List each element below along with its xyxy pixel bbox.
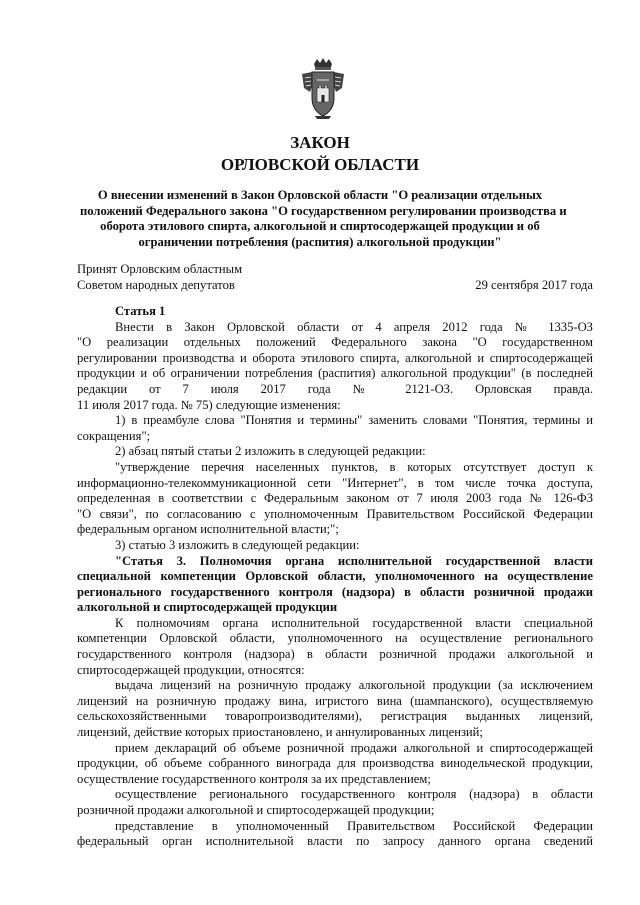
body-line: К полномочиям органа исполнительной государственной власти специальной bbox=[115, 615, 593, 630]
body-line: федеральный орган исполнительной власти по запросу данного органа сведений bbox=[77, 834, 593, 849]
body-line: "утверждение перечня населенных пунктов, в которых отсутствует доступ к bbox=[115, 459, 593, 474]
body-line: продукции, об объеме собранного винограда для производства винодельческой продукции, bbox=[77, 756, 593, 771]
law-subject bbox=[80, 188, 567, 250]
body-line: прием деклараций об объеме розничной продажи алкогольной и спиртосодержащей bbox=[115, 740, 593, 755]
article-3-heading: алкогольной и спиртосодержащей продукции bbox=[77, 600, 338, 615]
law-body bbox=[77, 304, 593, 850]
body-line: розничной продажи алкогольной и спиртосодержащей продукции; bbox=[77, 803, 435, 817]
subject-line: оборота этилового спирта, алкогольной и спиртосодержащей продукции и об bbox=[100, 219, 540, 234]
body-line: осуществление государственного контроля за их представлением; bbox=[77, 771, 431, 786]
adopted-by-line2: Советом народных депутатов bbox=[77, 277, 235, 292]
adopted-by-line1: Принят Орловским областным bbox=[77, 262, 243, 276]
body-line: осуществление регионального государственного контроля (надзора) в области bbox=[115, 787, 593, 802]
coat-of-arms-icon bbox=[300, 58, 346, 120]
body-line: сельскохозяйственными товаропроизводителями), регистрация выданных лицензий, bbox=[77, 709, 593, 724]
body-line: выдача лицензий на розничную продажу алкогольной продукции (за исключением bbox=[115, 678, 593, 693]
body-line: Внести в Закон Орловской области от 4 апреля 2012 года № 1335-ОЗ bbox=[115, 319, 593, 334]
body-line: сокращения"; bbox=[77, 428, 151, 443]
body-line: "О связи", по согласованию с уполномоченным Правительством Российской Федерации bbox=[77, 506, 593, 521]
region-title: ОРЛОВСКОЙ ОБЛАСТИ bbox=[220, 155, 420, 174]
body-line: информационно-телекоммуникационной сети "Интернет", в том числе точка доступа, bbox=[77, 475, 593, 490]
article-3-heading: регионального государственного контроля (надзора) в области розничной продажи bbox=[77, 584, 593, 599]
body-line: 3) статью 3 изложить в следующей редакции: bbox=[115, 537, 360, 552]
law-title: ЗАКОН bbox=[290, 133, 350, 152]
body-line: 1) в преамбуле слова "Понятия и термины" заменить словами "Понятия, термины и bbox=[115, 413, 593, 428]
body-line: редакции от 7 июля 2017 года № 2121-ОЗ. Орловская правда. bbox=[77, 381, 593, 396]
body-line: компетенции Орловской области, уполномоченного на осуществление регионального bbox=[77, 631, 593, 646]
article-3-heading: "Статья 3. Полномочия органа исполнительной государственной власти bbox=[115, 553, 593, 568]
body-line: определенная в соответствии с Федеральным законом от 7 июля 2003 года № 126-ФЗ bbox=[77, 491, 593, 506]
body-line: лицензий, действие которых приостановлено, и аннулированных лицензий; bbox=[77, 725, 483, 740]
article-heading: Статья 1 bbox=[115, 304, 166, 318]
adoption-date: 29 сентября 2017 года bbox=[475, 277, 593, 292]
body-line: "О реализации отдельных положений Федерального закона "О государственном bbox=[77, 335, 593, 350]
body-line: представление в уполномоченный Правительством Российской Федерации bbox=[115, 818, 593, 833]
article-3-heading: специальной компетенции Орловской области, уполномоченного на осуществление bbox=[77, 569, 593, 584]
subject-line: ограничении потребления (распития) алкогольной продукции" bbox=[138, 234, 502, 249]
body-line: федеральным органом исполнительной власти;"; bbox=[77, 522, 339, 537]
body-line: спиртосодержащей продукции, относятся: bbox=[77, 662, 305, 677]
adoption-info bbox=[77, 262, 242, 293]
subject-line: положений Федерального закона "О государственном регулировании производства и bbox=[80, 203, 567, 218]
subject-line: О внесении изменений в Закон Орловской области "О реализации отдельных bbox=[97, 188, 543, 202]
body-line: государственного контроля (надзора) в области розничной продажи алкогольной и bbox=[77, 647, 593, 662]
body-line: регулировании производства и оборота этилового спирта, алкогольной и спиртосодержащей bbox=[77, 350, 593, 365]
body-line: лицензий на розничную продажу вина, игристого вина (шампанского), осуществляемую bbox=[77, 693, 593, 708]
body-line: продукции и об ограничении потребления (распития) алкогольной продукции" (в последней bbox=[77, 366, 593, 381]
body-line: 2) абзац пятый статьи 2 изложить в следующей редакции: bbox=[115, 444, 426, 459]
body-line: 11 июля 2017 года. № 75) следующие изменения: bbox=[77, 397, 341, 412]
